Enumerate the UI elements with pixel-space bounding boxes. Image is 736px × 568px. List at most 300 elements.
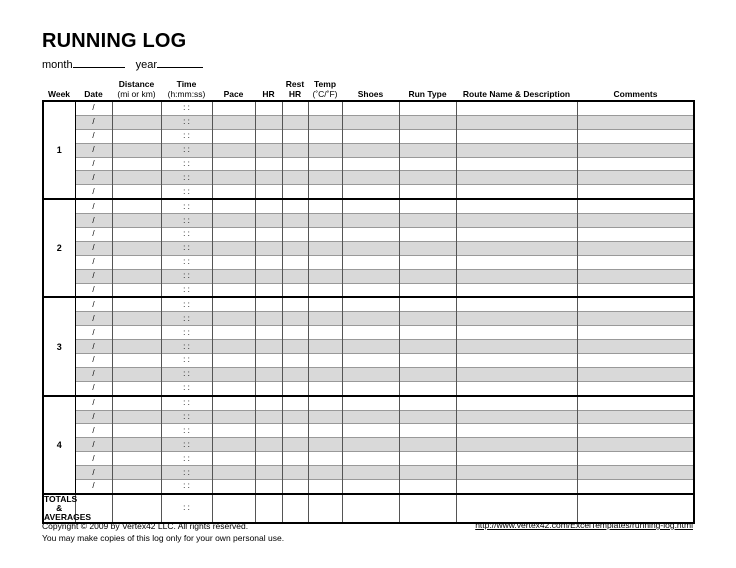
hr-cell[interactable]	[255, 129, 282, 143]
route-cell[interactable]	[456, 438, 577, 452]
time-cell[interactable]: : :	[161, 255, 212, 269]
pace-cell[interactable]	[212, 171, 255, 185]
shoes-cell[interactable]	[342, 185, 399, 199]
rest-hr-cell[interactable]	[282, 143, 308, 157]
shoes-cell[interactable]	[342, 283, 399, 297]
distance-cell[interactable]	[112, 410, 161, 424]
pace-cell[interactable]	[212, 367, 255, 381]
date-cell[interactable]: /	[75, 129, 112, 143]
time-cell[interactable]: : :	[161, 129, 212, 143]
shoes-cell[interactable]	[342, 424, 399, 438]
date-cell[interactable]: /	[75, 410, 112, 424]
date-cell[interactable]: /	[75, 438, 112, 452]
rest-hr-cell[interactable]	[282, 269, 308, 283]
time-cell[interactable]: : :	[161, 424, 212, 438]
time-cell[interactable]: : :	[161, 228, 212, 242]
distance-cell[interactable]	[112, 171, 161, 185]
date-cell[interactable]: /	[75, 452, 112, 466]
hr-cell[interactable]	[255, 452, 282, 466]
distance-cell[interactable]	[112, 326, 161, 340]
pace-cell[interactable]	[212, 438, 255, 452]
rest-hr-cell[interactable]	[282, 452, 308, 466]
pace-cell[interactable]	[212, 297, 255, 311]
comments-cell[interactable]	[577, 214, 694, 228]
rest-hr-cell[interactable]	[282, 340, 308, 354]
hr-cell[interactable]	[255, 228, 282, 242]
distance-cell[interactable]	[112, 480, 161, 494]
date-cell[interactable]: /	[75, 396, 112, 410]
temp-cell[interactable]	[308, 381, 342, 395]
route-cell[interactable]	[456, 115, 577, 129]
comments-cell[interactable]	[577, 438, 694, 452]
run-type-cell[interactable]	[399, 283, 456, 297]
hr-cell[interactable]	[255, 101, 282, 115]
comments-cell[interactable]	[577, 424, 694, 438]
time-cell[interactable]: : :	[161, 452, 212, 466]
date-cell[interactable]: /	[75, 381, 112, 395]
shoes-cell[interactable]	[342, 381, 399, 395]
date-cell[interactable]: /	[75, 466, 112, 480]
route-cell[interactable]	[456, 297, 577, 311]
run-type-cell[interactable]	[399, 185, 456, 199]
distance-cell[interactable]	[112, 228, 161, 242]
hr-cell[interactable]	[255, 269, 282, 283]
run-type-cell[interactable]	[399, 297, 456, 311]
hr-cell[interactable]	[255, 340, 282, 354]
time-cell[interactable]: : :	[161, 354, 212, 368]
totals-route-cell[interactable]	[456, 494, 577, 523]
comments-cell[interactable]	[577, 381, 694, 395]
rest-hr-cell[interactable]	[282, 157, 308, 171]
distance-cell[interactable]	[112, 438, 161, 452]
date-cell[interactable]: /	[75, 283, 112, 297]
comments-cell[interactable]	[577, 354, 694, 368]
temp-cell[interactable]	[308, 396, 342, 410]
pace-cell[interactable]	[212, 396, 255, 410]
run-type-cell[interactable]	[399, 157, 456, 171]
rest-hr-cell[interactable]	[282, 214, 308, 228]
comments-cell[interactable]	[577, 340, 694, 354]
run-type-cell[interactable]	[399, 214, 456, 228]
pace-cell[interactable]	[212, 214, 255, 228]
hr-cell[interactable]	[255, 171, 282, 185]
route-cell[interactable]	[456, 199, 577, 213]
comments-cell[interactable]	[577, 115, 694, 129]
distance-cell[interactable]	[112, 367, 161, 381]
distance-cell[interactable]	[112, 241, 161, 255]
hr-cell[interactable]	[255, 199, 282, 213]
time-cell[interactable]: : :	[161, 340, 212, 354]
run-type-cell[interactable]	[399, 424, 456, 438]
temp-cell[interactable]	[308, 367, 342, 381]
time-cell[interactable]: : :	[161, 410, 212, 424]
distance-cell[interactable]	[112, 199, 161, 213]
run-type-cell[interactable]	[399, 241, 456, 255]
distance-cell[interactable]	[112, 396, 161, 410]
run-type-cell[interactable]	[399, 171, 456, 185]
hr-cell[interactable]	[255, 466, 282, 480]
temp-cell[interactable]	[308, 410, 342, 424]
run-type-cell[interactable]	[399, 255, 456, 269]
date-cell[interactable]: /	[75, 241, 112, 255]
hr-cell[interactable]	[255, 396, 282, 410]
route-cell[interactable]	[456, 354, 577, 368]
route-cell[interactable]	[456, 269, 577, 283]
distance-cell[interactable]	[112, 312, 161, 326]
month-blank[interactable]	[73, 57, 125, 68]
hr-cell[interactable]	[255, 326, 282, 340]
shoes-cell[interactable]	[342, 312, 399, 326]
pace-cell[interactable]	[212, 269, 255, 283]
rest-hr-cell[interactable]	[282, 312, 308, 326]
hr-cell[interactable]	[255, 410, 282, 424]
pace-cell[interactable]	[212, 157, 255, 171]
shoes-cell[interactable]	[342, 228, 399, 242]
distance-cell[interactable]	[112, 340, 161, 354]
distance-cell[interactable]	[112, 143, 161, 157]
distance-cell[interactable]	[112, 129, 161, 143]
hr-cell[interactable]	[255, 438, 282, 452]
temp-cell[interactable]	[308, 452, 342, 466]
shoes-cell[interactable]	[342, 297, 399, 311]
pace-cell[interactable]	[212, 255, 255, 269]
rest-hr-cell[interactable]	[282, 466, 308, 480]
comments-cell[interactable]	[577, 452, 694, 466]
date-cell[interactable]: /	[75, 228, 112, 242]
hr-cell[interactable]	[255, 185, 282, 199]
rest-hr-cell[interactable]	[282, 438, 308, 452]
shoes-cell[interactable]	[342, 326, 399, 340]
date-cell[interactable]: /	[75, 255, 112, 269]
shoes-cell[interactable]	[342, 452, 399, 466]
distance-cell[interactable]	[112, 452, 161, 466]
route-cell[interactable]	[456, 214, 577, 228]
shoes-cell[interactable]	[342, 171, 399, 185]
rest-hr-cell[interactable]	[282, 354, 308, 368]
distance-cell[interactable]	[112, 297, 161, 311]
route-cell[interactable]	[456, 480, 577, 494]
time-cell[interactable]: : :	[161, 171, 212, 185]
time-cell[interactable]: : :	[161, 326, 212, 340]
pace-cell[interactable]	[212, 312, 255, 326]
hr-cell[interactable]	[255, 354, 282, 368]
shoes-cell[interactable]	[342, 214, 399, 228]
route-cell[interactable]	[456, 410, 577, 424]
comments-cell[interactable]	[577, 283, 694, 297]
date-cell[interactable]: /	[75, 326, 112, 340]
time-cell[interactable]: : :	[161, 157, 212, 171]
temp-cell[interactable]	[308, 115, 342, 129]
temp-cell[interactable]	[308, 297, 342, 311]
distance-cell[interactable]	[112, 157, 161, 171]
comments-cell[interactable]	[577, 199, 694, 213]
temp-cell[interactable]	[308, 438, 342, 452]
comments-cell[interactable]	[577, 297, 694, 311]
rest-hr-cell[interactable]	[282, 424, 308, 438]
year-blank[interactable]	[157, 57, 203, 68]
date-cell[interactable]: /	[75, 297, 112, 311]
comments-cell[interactable]	[577, 312, 694, 326]
run-type-cell[interactable]	[399, 129, 456, 143]
distance-cell[interactable]	[112, 354, 161, 368]
date-cell[interactable]: /	[75, 143, 112, 157]
time-cell[interactable]: : :	[161, 199, 212, 213]
comments-cell[interactable]	[577, 241, 694, 255]
temp-cell[interactable]	[308, 143, 342, 157]
route-cell[interactable]	[456, 255, 577, 269]
time-cell[interactable]: : :	[161, 396, 212, 410]
totals-distance-cell[interactable]	[112, 494, 161, 523]
distance-cell[interactable]	[112, 424, 161, 438]
run-type-cell[interactable]	[399, 340, 456, 354]
temp-cell[interactable]	[308, 241, 342, 255]
rest-hr-cell[interactable]	[282, 410, 308, 424]
comments-cell[interactable]	[577, 143, 694, 157]
time-cell[interactable]: : :	[161, 214, 212, 228]
rest-hr-cell[interactable]	[282, 199, 308, 213]
route-cell[interactable]	[456, 101, 577, 115]
date-cell[interactable]: /	[75, 424, 112, 438]
distance-cell[interactable]	[112, 466, 161, 480]
pace-cell[interactable]	[212, 143, 255, 157]
rest-hr-cell[interactable]	[282, 367, 308, 381]
hr-cell[interactable]	[255, 297, 282, 311]
shoes-cell[interactable]	[342, 129, 399, 143]
comments-cell[interactable]	[577, 228, 694, 242]
temp-cell[interactable]	[308, 157, 342, 171]
totals-time-cell[interactable]: : :	[161, 494, 212, 523]
shoes-cell[interactable]	[342, 115, 399, 129]
temp-cell[interactable]	[308, 269, 342, 283]
pace-cell[interactable]	[212, 354, 255, 368]
pace-cell[interactable]	[212, 381, 255, 395]
run-type-cell[interactable]	[399, 228, 456, 242]
pace-cell[interactable]	[212, 185, 255, 199]
temp-cell[interactable]	[308, 101, 342, 115]
pace-cell[interactable]	[212, 283, 255, 297]
date-cell[interactable]: /	[75, 115, 112, 129]
shoes-cell[interactable]	[342, 480, 399, 494]
date-cell[interactable]: /	[75, 480, 112, 494]
comments-cell[interactable]	[577, 480, 694, 494]
hr-cell[interactable]	[255, 214, 282, 228]
temp-cell[interactable]	[308, 228, 342, 242]
shoes-cell[interactable]	[342, 340, 399, 354]
pace-cell[interactable]	[212, 101, 255, 115]
temp-cell[interactable]	[308, 354, 342, 368]
time-cell[interactable]: : :	[161, 466, 212, 480]
date-cell[interactable]: /	[75, 171, 112, 185]
run-type-cell[interactable]	[399, 438, 456, 452]
route-cell[interactable]	[456, 241, 577, 255]
date-cell[interactable]: /	[75, 312, 112, 326]
time-cell[interactable]: : :	[161, 115, 212, 129]
run-type-cell[interactable]	[399, 354, 456, 368]
shoes-cell[interactable]	[342, 241, 399, 255]
time-cell[interactable]: : :	[161, 269, 212, 283]
temp-cell[interactable]	[308, 185, 342, 199]
shoes-cell[interactable]	[342, 157, 399, 171]
temp-cell[interactable]	[308, 171, 342, 185]
comments-cell[interactable]	[577, 396, 694, 410]
route-cell[interactable]	[456, 466, 577, 480]
time-cell[interactable]: : :	[161, 185, 212, 199]
pace-cell[interactable]	[212, 424, 255, 438]
pace-cell[interactable]	[212, 129, 255, 143]
shoes-cell[interactable]	[342, 367, 399, 381]
temp-cell[interactable]	[308, 480, 342, 494]
rest-hr-cell[interactable]	[282, 101, 308, 115]
shoes-cell[interactable]	[342, 410, 399, 424]
route-cell[interactable]	[456, 283, 577, 297]
date-cell[interactable]: /	[75, 367, 112, 381]
route-cell[interactable]	[456, 340, 577, 354]
route-cell[interactable]	[456, 185, 577, 199]
time-cell[interactable]: : :	[161, 283, 212, 297]
distance-cell[interactable]	[112, 185, 161, 199]
distance-cell[interactable]	[112, 214, 161, 228]
shoes-cell[interactable]	[342, 101, 399, 115]
hr-cell[interactable]	[255, 283, 282, 297]
rest-hr-cell[interactable]	[282, 480, 308, 494]
route-cell[interactable]	[456, 381, 577, 395]
date-cell[interactable]: /	[75, 199, 112, 213]
hr-cell[interactable]	[255, 143, 282, 157]
shoes-cell[interactable]	[342, 255, 399, 269]
totals-run-type-cell[interactable]	[399, 494, 456, 523]
comments-cell[interactable]	[577, 410, 694, 424]
run-type-cell[interactable]	[399, 269, 456, 283]
rest-hr-cell[interactable]	[282, 129, 308, 143]
route-cell[interactable]	[456, 129, 577, 143]
pace-cell[interactable]	[212, 326, 255, 340]
comments-cell[interactable]	[577, 129, 694, 143]
totals-pace-cell[interactable]	[212, 494, 255, 523]
run-type-cell[interactable]	[399, 199, 456, 213]
distance-cell[interactable]	[112, 381, 161, 395]
run-type-cell[interactable]	[399, 326, 456, 340]
route-cell[interactable]	[456, 157, 577, 171]
distance-cell[interactable]	[112, 115, 161, 129]
route-cell[interactable]	[456, 326, 577, 340]
temp-cell[interactable]	[308, 424, 342, 438]
rest-hr-cell[interactable]	[282, 115, 308, 129]
comments-cell[interactable]	[577, 101, 694, 115]
distance-cell[interactable]	[112, 101, 161, 115]
time-cell[interactable]: : :	[161, 381, 212, 395]
hr-cell[interactable]	[255, 424, 282, 438]
temp-cell[interactable]	[308, 255, 342, 269]
hr-cell[interactable]	[255, 241, 282, 255]
shoes-cell[interactable]	[342, 143, 399, 157]
date-cell[interactable]: /	[75, 354, 112, 368]
comments-cell[interactable]	[577, 185, 694, 199]
run-type-cell[interactable]	[399, 143, 456, 157]
comments-cell[interactable]	[577, 255, 694, 269]
rest-hr-cell[interactable]	[282, 381, 308, 395]
pace-cell[interactable]	[212, 410, 255, 424]
route-cell[interactable]	[456, 452, 577, 466]
comments-cell[interactable]	[577, 157, 694, 171]
distance-cell[interactable]	[112, 269, 161, 283]
pace-cell[interactable]	[212, 480, 255, 494]
time-cell[interactable]: : :	[161, 438, 212, 452]
rest-hr-cell[interactable]	[282, 185, 308, 199]
route-cell[interactable]	[456, 396, 577, 410]
route-cell[interactable]	[456, 424, 577, 438]
temp-cell[interactable]	[308, 326, 342, 340]
pace-cell[interactable]	[212, 340, 255, 354]
temp-cell[interactable]	[308, 214, 342, 228]
temp-cell[interactable]	[308, 466, 342, 480]
run-type-cell[interactable]	[399, 367, 456, 381]
hr-cell[interactable]	[255, 157, 282, 171]
distance-cell[interactable]	[112, 283, 161, 297]
shoes-cell[interactable]	[342, 466, 399, 480]
run-type-cell[interactable]	[399, 101, 456, 115]
run-type-cell[interactable]	[399, 396, 456, 410]
date-cell[interactable]: /	[75, 214, 112, 228]
pace-cell[interactable]	[212, 452, 255, 466]
route-cell[interactable]	[456, 312, 577, 326]
route-cell[interactable]	[456, 143, 577, 157]
date-cell[interactable]: /	[75, 157, 112, 171]
pace-cell[interactable]	[212, 115, 255, 129]
run-type-cell[interactable]	[399, 381, 456, 395]
totals-hr-cell[interactable]	[255, 494, 282, 523]
rest-hr-cell[interactable]	[282, 171, 308, 185]
rest-hr-cell[interactable]	[282, 228, 308, 242]
route-cell[interactable]	[456, 171, 577, 185]
comments-cell[interactable]	[577, 326, 694, 340]
comments-cell[interactable]	[577, 367, 694, 381]
hr-cell[interactable]	[255, 367, 282, 381]
rest-hr-cell[interactable]	[282, 255, 308, 269]
hr-cell[interactable]	[255, 480, 282, 494]
shoes-cell[interactable]	[342, 199, 399, 213]
rest-hr-cell[interactable]	[282, 241, 308, 255]
hr-cell[interactable]	[255, 255, 282, 269]
pace-cell[interactable]	[212, 466, 255, 480]
pace-cell[interactable]	[212, 228, 255, 242]
rest-hr-cell[interactable]	[282, 326, 308, 340]
run-type-cell[interactable]	[399, 410, 456, 424]
date-cell[interactable]: /	[75, 101, 112, 115]
rest-hr-cell[interactable]	[282, 297, 308, 311]
hr-cell[interactable]	[255, 381, 282, 395]
pace-cell[interactable]	[212, 241, 255, 255]
temp-cell[interactable]	[308, 283, 342, 297]
temp-cell[interactable]	[308, 312, 342, 326]
run-type-cell[interactable]	[399, 480, 456, 494]
totals-temp-cell[interactable]	[308, 494, 342, 523]
totals-comments-cell[interactable]	[577, 494, 694, 523]
rest-hr-cell[interactable]	[282, 283, 308, 297]
hr-cell[interactable]	[255, 312, 282, 326]
hr-cell[interactable]	[255, 115, 282, 129]
rest-hr-cell[interactable]	[282, 396, 308, 410]
temp-cell[interactable]	[308, 129, 342, 143]
time-cell[interactable]: : :	[161, 312, 212, 326]
route-cell[interactable]	[456, 228, 577, 242]
vertex42-link[interactable]: http://www.vertex42.com/ExcelTemplates/running-log.html	[475, 520, 693, 530]
time-cell[interactable]: : :	[161, 143, 212, 157]
date-cell[interactable]: /	[75, 269, 112, 283]
comments-cell[interactable]	[577, 269, 694, 283]
time-cell[interactable]: : :	[161, 241, 212, 255]
temp-cell[interactable]	[308, 199, 342, 213]
shoes-cell[interactable]	[342, 354, 399, 368]
